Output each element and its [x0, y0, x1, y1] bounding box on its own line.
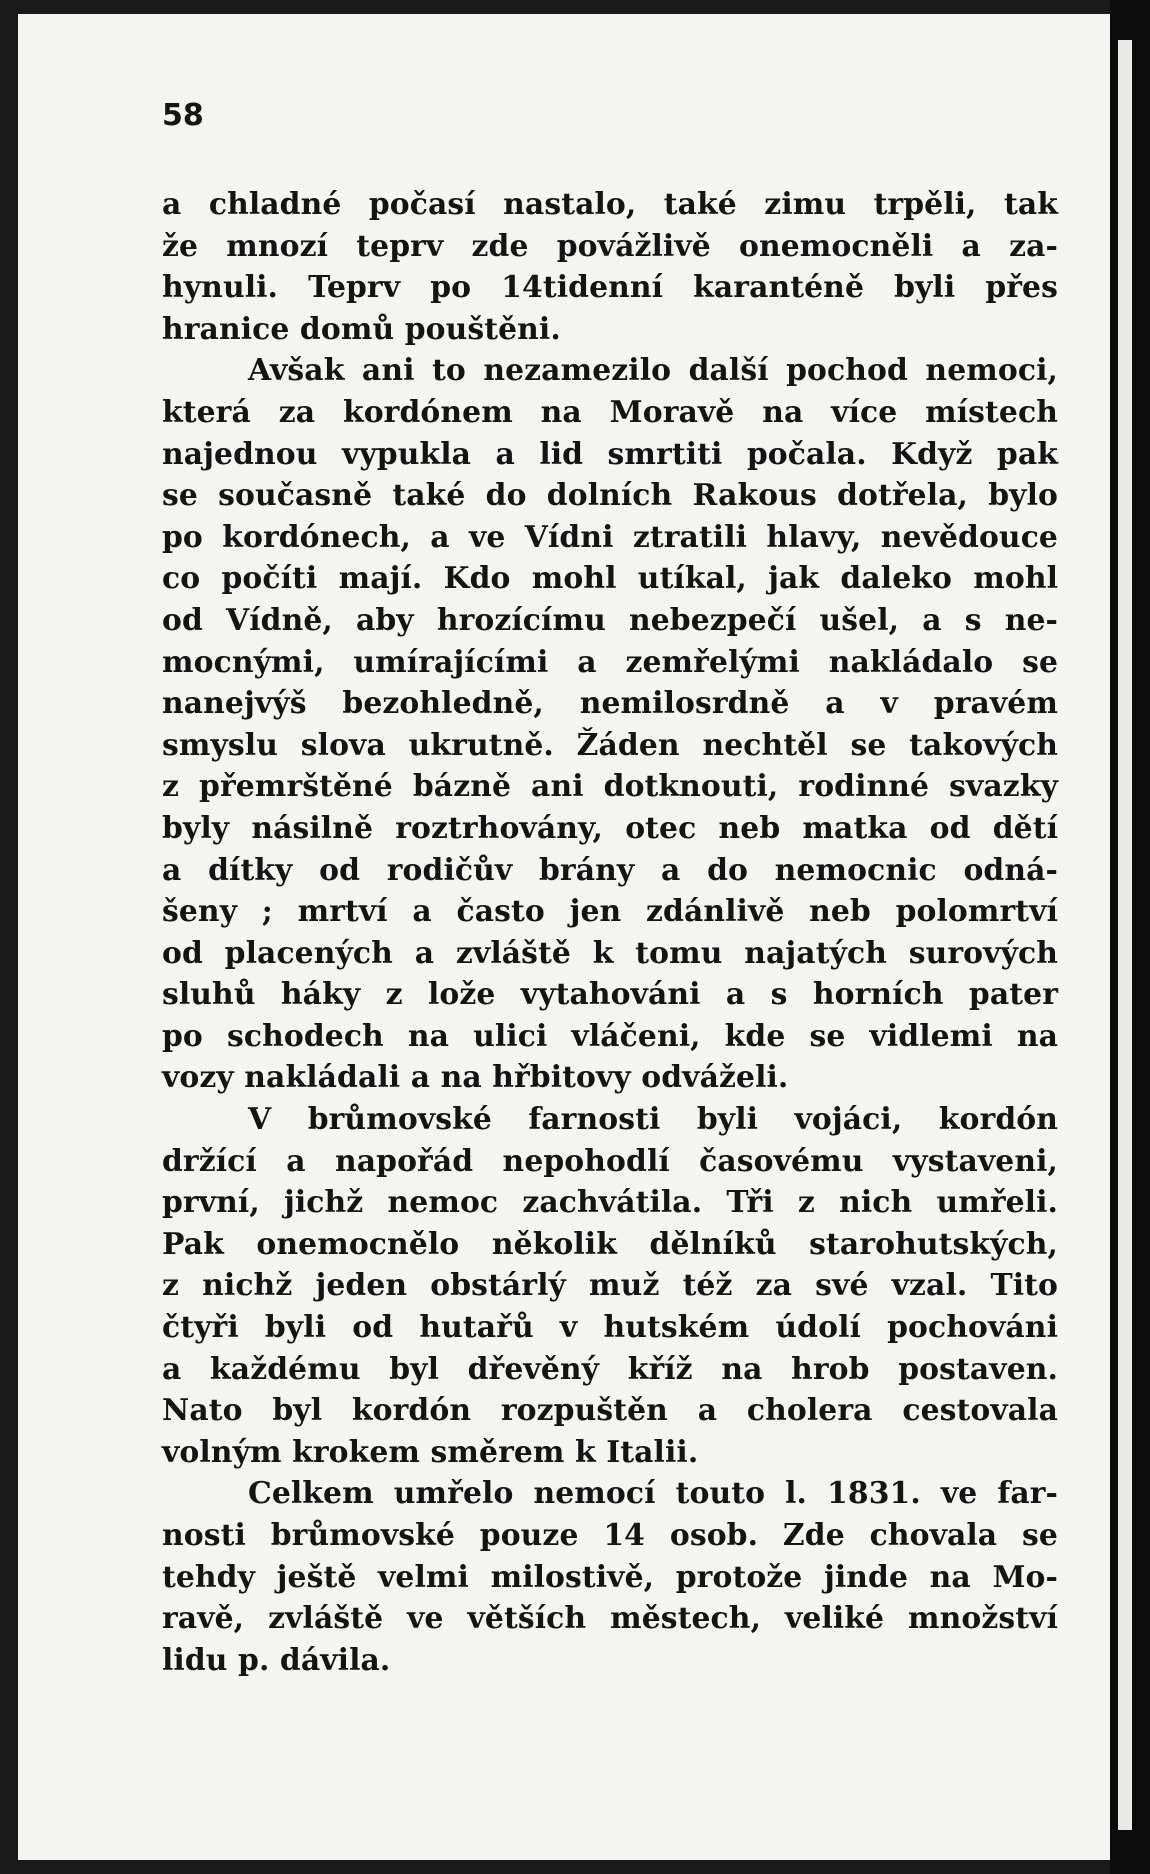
body-text [162, 184, 1058, 1681]
book-page [18, 14, 1110, 1860]
text-line: Nato byl kordón rozpuštěn a cholera cestovala [162, 1393, 1058, 1429]
text-line: Celkem umřelo nemocí touto l. 1831. ve far- [248, 1476, 1058, 1512]
text-line: sluhů háky z lože vytahováni a s horních pater [162, 977, 1058, 1013]
text-line: Pak onemocnělo několik dělníků starohutských, [162, 1226, 1058, 1262]
text-line: najednou vypukla a lid smrtiti počala. Když pak [162, 436, 1058, 472]
text-line: že mnozí teprv zde povážlivě onemocněli a za- [162, 228, 1058, 264]
text-line: po schodech na ulici vláčeni, kde se vidlemi na [162, 1018, 1058, 1054]
text-line: z nichž jeden obstárlý muž též za své vzal. Tito [162, 1268, 1058, 1304]
text-line: a dítky od rodičův brány a do nemocnic odná- [162, 852, 1058, 888]
text-line: byly násilně roztrhovány, otec neb matka od dětí [162, 810, 1058, 846]
text-line: z přemrštěné bázně ani dotknouti, rodinné svazky [162, 769, 1058, 805]
text-line: vozy nakládali a na hřbitovy odváželi. [162, 1060, 789, 1096]
text-line: Avšak ani to nezamezilo další pochod nemoci, [248, 353, 1058, 389]
text-line: hynuli. Teprv po 14tidenní karanténě byli přes [162, 270, 1058, 306]
text-line: hranice domů pouštěni. [162, 311, 561, 347]
text-line: a chladné počasí nastalo, také zimu trpěli, tak [162, 187, 1058, 222]
text-line: která za kordónem na Moravě na více místech [162, 394, 1058, 430]
text-line: nanejvýš bezohledně, nemilosrdně a v pravém [162, 686, 1058, 722]
text-line: držící a napořád nepohodlí časovému vystaveni, [162, 1143, 1058, 1179]
text-line: od placených a zvláště k tomu najatých surových [162, 935, 1058, 971]
text-line: šeny ; mrtví a často jen zdánlivě neb polomrtví [162, 894, 1058, 930]
text-line: čtyři byli od hutařů v hutském údolí pochováni [162, 1310, 1058, 1346]
text-line: se současně také do dolních Rakous dotřela, bylo [162, 478, 1058, 514]
page-number: 58 [162, 98, 204, 133]
text-line: lidu p. dávila. [162, 1642, 391, 1678]
text-line: nosti brůmovské pouze 14 osob. Zde chovala se [162, 1518, 1058, 1553]
text-line: od Vídně, aby hrozícímu nebezpečí ušel, a s ne- [162, 602, 1058, 638]
text-line: mocnými, umírajícími a zemřelými nakládalo se [162, 644, 1058, 680]
text-line: tehdy ještě velmi milostivě, protože jinde na Mo- [162, 1559, 1058, 1595]
next-page-edge [1118, 40, 1132, 1830]
text-line: po kordónech, a ve Vídni ztratili hlavy, nevědouce [162, 519, 1058, 555]
text-line: V brůmovské farnosti byli vojáci, kordón [248, 1102, 1058, 1138]
text-line: první, jichž nemoc zachvátila. Tři z nich umřeli. [162, 1185, 1058, 1221]
text-line: a každému byl dřevěný kříž na hrob postaven. [162, 1351, 1058, 1387]
text-line: co počíti mají. Kdo mohl utíkal, jak daleko mohl [162, 561, 1058, 597]
text-line: ravě, zvláště ve větších městech, veliké množství [162, 1601, 1058, 1637]
text-line: smyslu slova ukrutně. Žáden nechtěl se takových [162, 727, 1058, 763]
text-line: volným krokem směrem k Italii. [162, 1434, 699, 1470]
